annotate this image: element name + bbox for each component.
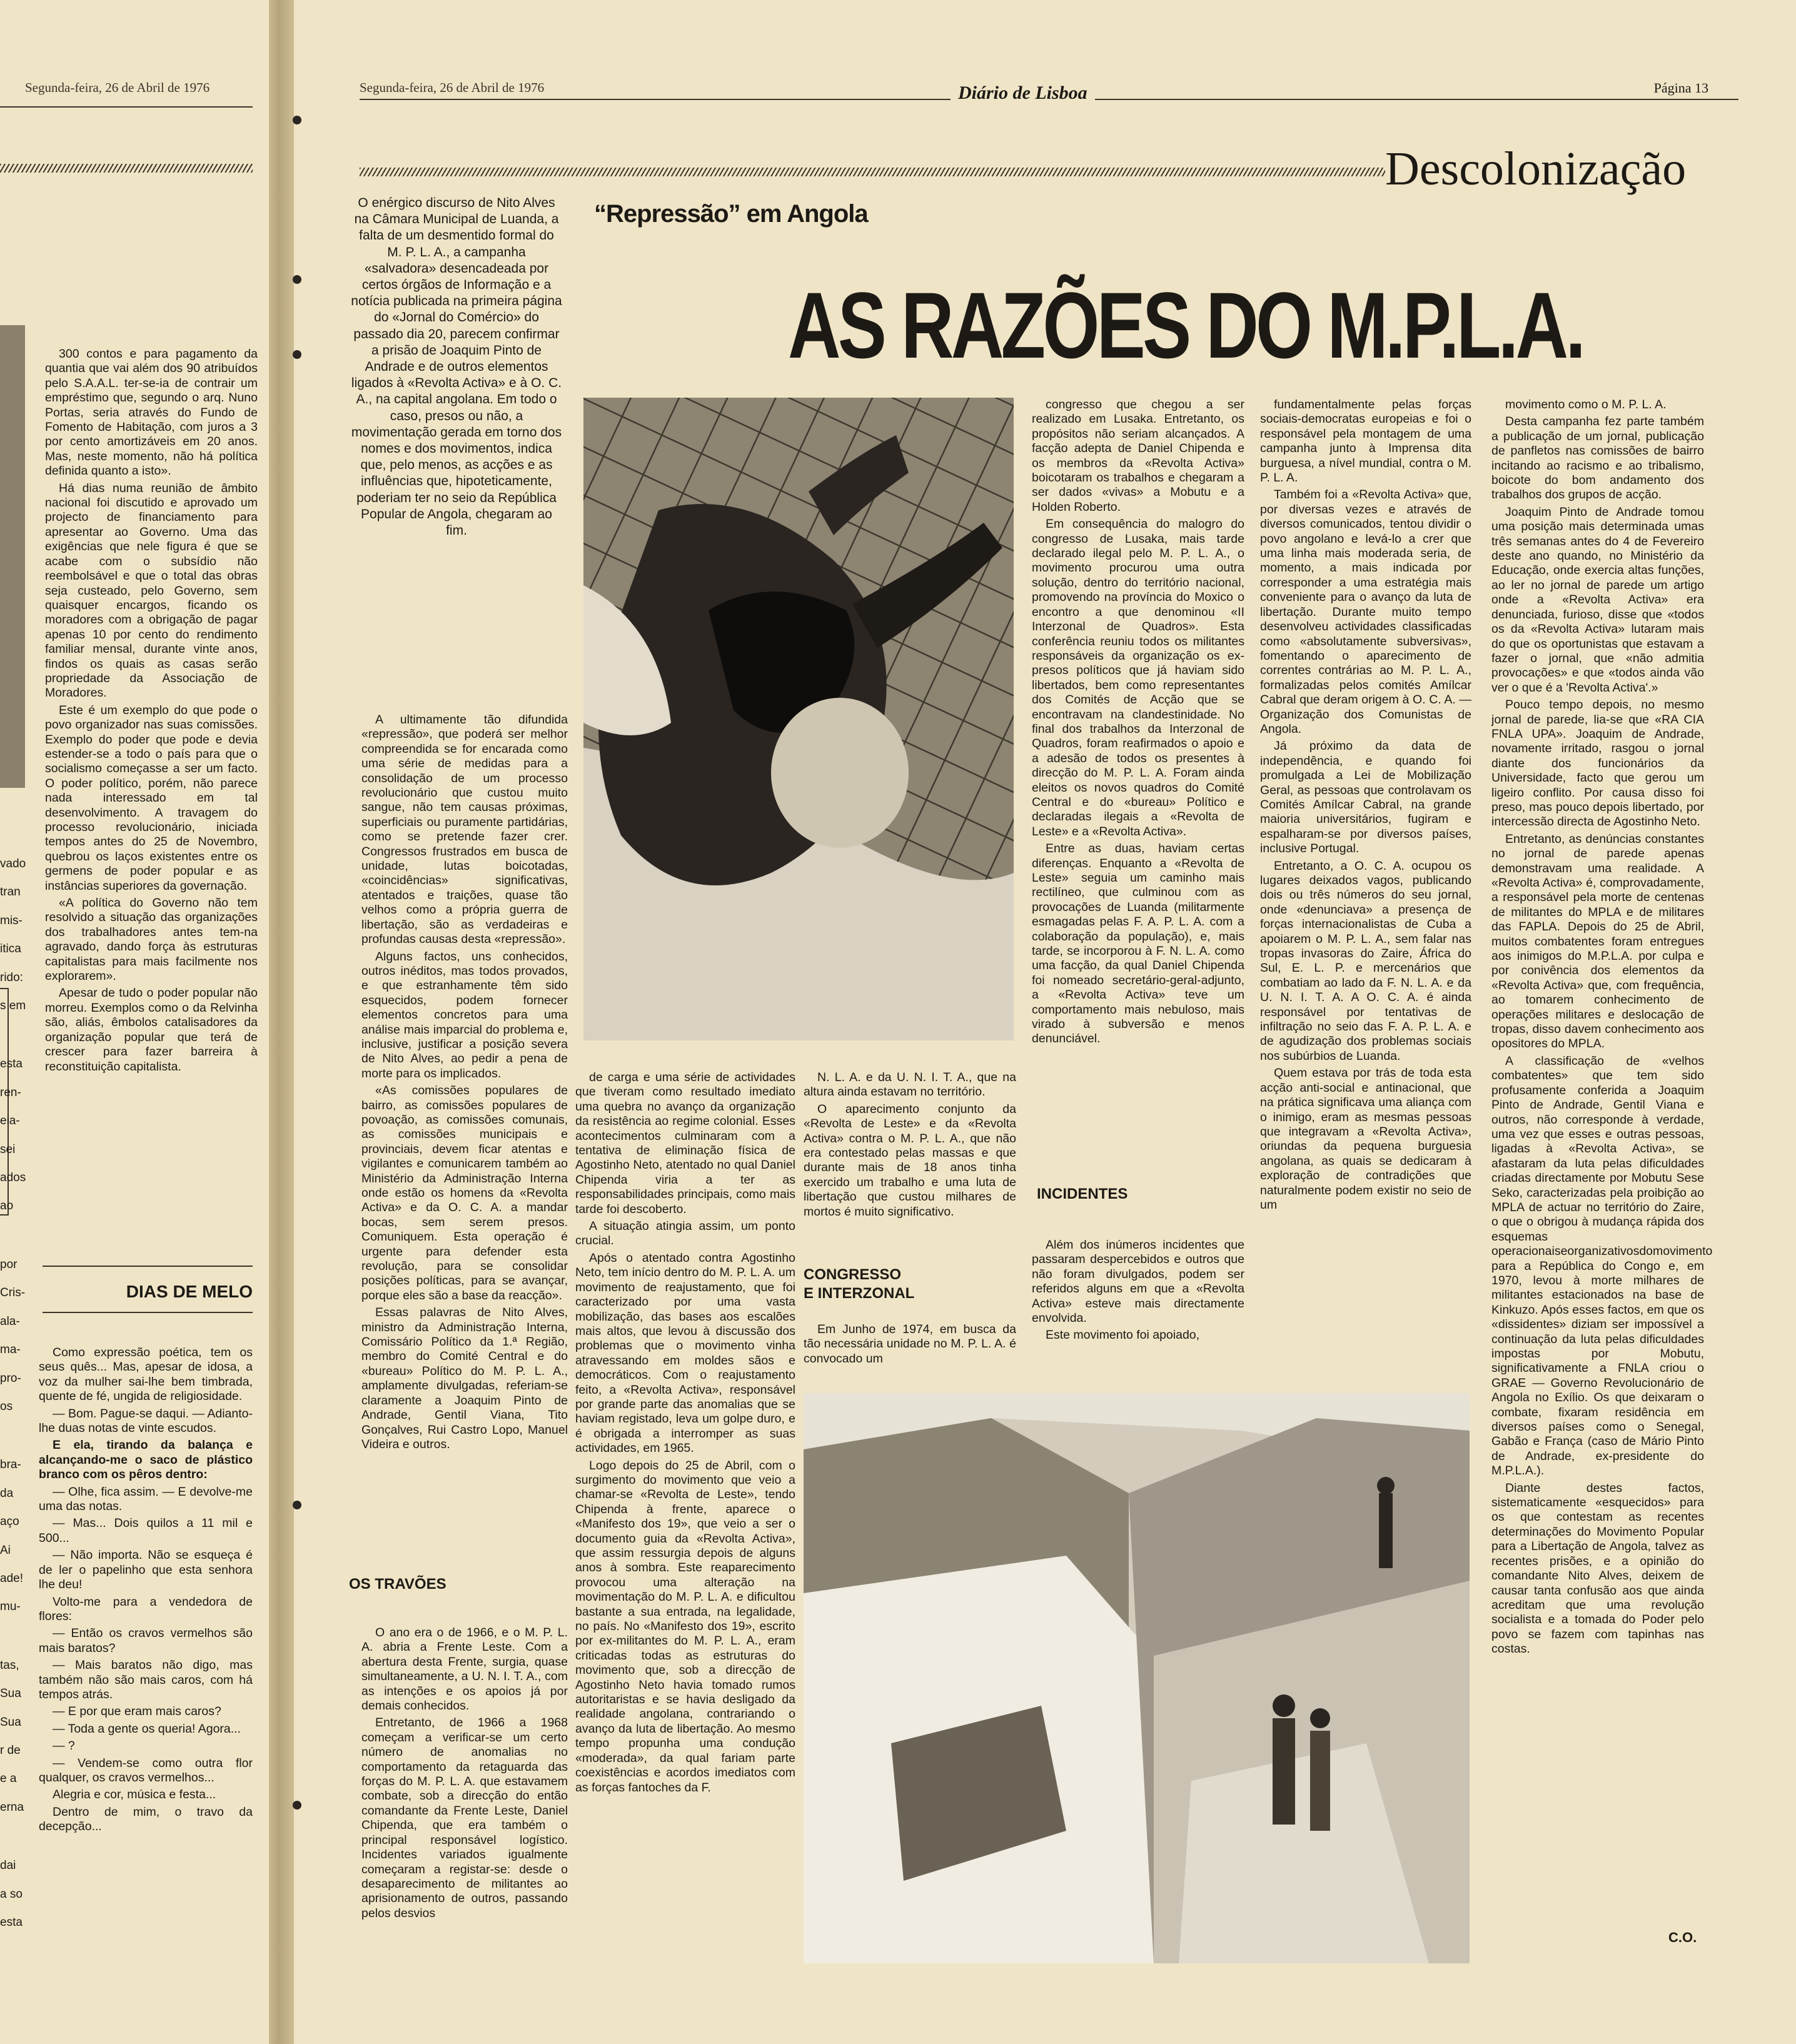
paragraph: Alguns factos, uns conhecidos, outros inéditos, mas todos provados, e que estranhamente têm sido esquecidos, podem fornecer elementos concretos para uma análise mais imparcial do problema e, inclusive, justificar a posição severa de Nito Alves, ao pedir a pena de morte para os implicados. (361, 949, 568, 1080)
subhead-congresso: CONGRESSO (804, 1266, 902, 1283)
headline: AS RAZÕES DO M.P.L.A. (788, 273, 1583, 378)
binding-ring-icon (293, 275, 301, 284)
edge-fragment: itica (0, 942, 21, 956)
edge-fragment: Ai (0, 1543, 11, 1557)
paragraph: — Bom. Pague-se daqui. — Adianto-lhe duas notas de vinte escudos. (39, 1406, 253, 1436)
article-column-3b (804, 1322, 1016, 1385)
paragraph: Já próximo da data de independência, e quando foi promulgada a Lei de Mobilização Geral, as pessoas que controlavam os Comités Amílcar Cabral, na grande maioria universitários, fugiram e espalharam-se por diversos países, inclusive Portugal. (1260, 739, 1471, 856)
paragraph: Dentro de mim, o travo da decepção... (39, 1805, 253, 1834)
subhead-os-travoes: OS TRAVÕES (349, 1576, 446, 1593)
edge-fragment: e a (0, 1772, 17, 1786)
paragraph: «As comissões populares de bairro, as comissões populares de povoação, as comissões comunais, as comissões municipais e provinciais, devem ficar atentas e vigilantes e comunicarem também ao Ministério da Administração Interna onde estão os homens da «Revolta Activa» e da O. C. A. a mandar bocas, sem serem presos. Comuniquem. Esta operação é urgente para defender esta revolução, para se consolidar posições políticas, para se avançar, porque eles são a base da reacção». (361, 1084, 568, 1302)
left-header-rule (0, 106, 253, 108)
paragraph: fundamentalmente pelas forças sociais-democratas europeias e foi o responsável pela montagem de uma campanha junto à Imprensa dita burguesa, a nível mundial, contra o M. P. L. A. (1260, 398, 1471, 485)
paragraph: «A política do Governo não tem resolvido a situação das organizações dos trabalhadores antes tem-na agravado, dando força às estruturas capitalistas para mais facilmente nos explorarem». (45, 896, 258, 984)
kicker: “Repressão” em Angola (594, 200, 868, 228)
edge-fragment: esta (0, 1057, 23, 1071)
paragraph: Desta campanha fez parte também a publicação de um jornal, publicação de panfletos nas comissões de bairro incitando ao racismo e ao tribalismo, boicote do bom andamento dos trabalhos dos grupos de acção. (1491, 415, 1704, 502)
paragraph: Diante destes factos, sistematicamente «esquecidos» para os que contestam as recentes determinações do Movimento Popular para a Libertação de Angola, talvez as recentes prisões, e a opinião do comandante Nito Alves, deixem de causar tanta confusão aos que ainda acreditam que uma revolução socialista e a tomada do Poder pelo povo se fazem com tapinhas nas costas. (1491, 1481, 1704, 1656)
paragraph: Também foi a «Revolta Activa» que, por diversas vezes e através de diversos comunicados, tentou dividir o povo angolano e levá-lo a crer que uma linha mais moderada seria, de momento, a mais indicada por corresponder a uma estratégia mais conveniente para o avanço da luta de libertação. Durante muito tempo desenvolveu actividades classificadas como «absolutamente subversivas», fomentando o aparecimento de correntes contrárias ao M. P. L. A., formalizadas pelos comités Amílcar Cabral que deram origem à O. C. A. — Organização dos Comunistas de Angola. (1260, 488, 1471, 736)
paragraph: E ela, tirando da balança e alcançando-me o saco de plástico branco com os pêros dentro: (39, 1438, 253, 1482)
paragraph: — ? (53, 1739, 75, 1753)
left-date-header: Segunda-feira, 26 de Abril de 1976 (25, 80, 210, 95)
paragraph: Quem estava por trás de toda esta acção anti-social e antinacional, que na prática significava uma aliança com o inimigo, eram as mesmas pessoas que integravam a «Revolta Activa», oriundas da pequena burguesia angolana, as quais se dedicaram à exploração de contradições que naturalmente podem existir no seio de um (1260, 1066, 1471, 1212)
paragraph: Há dias numa reunião de âmbito nacional foi discutido e aprovado um projecto de financiamento para apresentar ao Governo. Uma das exigências que nele figura é que se acabe com o subsídio não reembolsável e que o total das obras seja custeado, pelo Governo, sem quaisquer encargos, ficando os moradores com a obrigação de pagar apenas 10 por cento do rendimento familiar mensal, durante vinte anos, findos os quais as casas serão propriedade da Associação de Moradores. (45, 481, 258, 700)
paragraph: Pouco tempo depois, no mesmo jornal de parede, lia-se que «RA CIA FNLA UPA». Joaquim de Andrade, novamente irritado, rasgou o jornal diante dos funcionários da Universidade, facto que gerou um ligeiro conflito. Por causa disso foi preso, mas pouco depois libertado, por intercessão directa de Agostinho Neto. (1491, 698, 1704, 829)
edge-fragment: bra- (0, 1458, 21, 1472)
edge-fragment: mis- (0, 914, 23, 927)
edge-fragment: esta (0, 1916, 23, 1929)
binding-ring-icon (293, 1801, 301, 1810)
edge-fragment: r de (0, 1743, 21, 1757)
paragraph: movimento como o M. P. L. A. (1505, 398, 1667, 411)
edge-fragment: mu- (0, 1600, 21, 1614)
paragraph: — Mais baratos não digo, mas também não são mais caros, com há tempos atrás. (39, 1658, 253, 1701)
paragraph: 300 contos e para pagamento da quantia que vai além dos 90 atribuídos pelo S.A.A.L. ter-se-ia de contrair um empréstimo que, segundo o arq. Nuno Portas, seria através do Fundo de Fomento de Habitação, com juros a 3 por cento amortizáveis em 20 anos. Mas, neste momento, não há política definida quanto a isto». (45, 347, 258, 478)
edge-fragment: ren- (0, 1085, 21, 1099)
article-column-3a (804, 1070, 1016, 1258)
photo-street (804, 1393, 1470, 1963)
paragraph: — Toda a gente os queria! Agora... (53, 1721, 241, 1736)
lead-paragraph (350, 195, 563, 695)
paragraph: Além dos inúmeros incidentes que passaram despercebidos e outros que não foram divulgados, podem ser referidos alguns em que a «Revolta Activa» esteve mais directamente envolvida. (1032, 1238, 1244, 1326)
article-column-4b (1032, 1238, 1244, 1379)
photo-victim-image (583, 398, 1014, 1040)
paragraph: Entretanto, de 1966 a 1968 começam a verificar-se um certo número de anomalias no comportamento da retaguarda das forças do M. P. L. A. que estavamem combate, sob a direcção do então comandante da Frente Leste, Daniel Chipenda, que era também o principal responsável logístico. Incidentes variados igualmente começaram a registar-se: desde o desaparecimento de militantes ao aprisionamento de outros, passando pelos desvios (361, 1716, 568, 1920)
edge-fragment: ma- (0, 1343, 21, 1357)
paragraph: O enérgico discurso de Nito Alves na Câmara Municipal de Luanda, a falta de um desmentido formal do M. P. L. A., a campanha «salvadora» desencadeada por certos órgãos de Informação e a notícia publicada na primeira página do «Jornal do Comércio» do passado dia 20, parecem confirmar a prisão de Joaquim Pinto de Andrade e de outros elementos ligados à «Revolta Activa» e à O. C. A., na capital angolana. Em todo o caso, presos ou não, a movimentação gerada em torno dos nomes e dos movimentos, indica que, pelo menos, as acções e as influências que, hipoteticamente, poderiam ter no seio da República Popular de Angola, chegaram ao fim. (351, 196, 562, 538)
paragraph: Em consequência do malogro do congresso de Lusaka, mais tarde declarado ilegal pelo M. P. L. A., o movimento procurou uma outra solução, dentro do território nacional, promovendo na província do Moxico o encontro a que denominou «II Interzonal de Quadros». Esta conferência reuniu todos os militantes responsáveis da organização os ex-presos políticos que já haviam sido libertados, bem como representantes dos Comités de Acção que se encontravam na clandestinidade. No final dos trabalhos da Interzonal de Quadros, foram reafirmados o apoio e a adesão de todos os presentes à direcção do M. P. L. A. Foram ainda eleitos os novos quadros do Comité Central e do «bureau» Político e declaradas ilegais a «Revolta de Leste» e a «Revolta Activa». (1032, 517, 1244, 838)
edge-fragment: ados (0, 1171, 26, 1185)
dias-top-rule (43, 1266, 253, 1267)
edge-fragment: dai (0, 1859, 16, 1873)
paragraph: Alegria e cor, música e festa... (53, 1788, 216, 1802)
signature: C.O. (1668, 1930, 1697, 1945)
section-title: Descolonização (1385, 143, 1687, 195)
photo-victim (583, 398, 1014, 1040)
edge-fragment: por (0, 1257, 18, 1271)
paragraph: Entre as duas, haviam certas diferenças. Enquanto a «Revolta de Leste» seguia um caminho mais rectilíneo, que culminou com as provocações de Luanda (militarmente esmagadas pelas F. A. P. L. A. com a colaboração da população), e, mais tarde, se incorporou à F. N. L. A. como uma facção, da qual Daniel Chipenda foi nomeado secretário-geral-adjunto, a «Revolta Activa» teve um comportamento mais nebuloso, mais virado à subversão e menos denunciável. (1032, 842, 1244, 1046)
edge-fragment: tran (0, 885, 21, 899)
paragraph: Este movimento foi apoiado, (1046, 1328, 1200, 1342)
paragraph: Entretanto, as denúncias constantes no jornal de parede apenas demonstravam uma realidade. A «Revolta Activa» é, comprovadamente, a responsável pela morte de centenas de militantes do MPLA e de militares das FAPLA. Depois do 25 de Abril, muitos combatentes foram entregues aos inimigos do M.P.L.A. por culpa e por conivência dos elementos da «Revolta Activa» que, com frequência, ao tomarem conhecimento de operações militares e deslocação de tropas, disso davem conhecimento aos opositores do MPLA. (1491, 832, 1704, 1051)
paragraph: — Olhe, fica assim. — E devolve-me uma das notas. (39, 1484, 253, 1514)
article-column-2 (575, 1070, 795, 1971)
dias-de-melo-title: DIAS DE MELO (126, 1282, 253, 1301)
paragraph: congresso que chegou a ser realizado em Lusaka. Entretanto, os propósitos não seriam alcançados. A facção adepta de Daniel Chipenda e os membros da «Revolta Activa» boicotaram os trabalhos e chegaram a ser dados «vivas» a Mobutu e a Holden Roberto. (1032, 398, 1244, 514)
paragraph: Joaquim Pinto de Andrade tomou uma posição mais determinada umas três semanas antes do 4 de Fevereiro deste ano quando, no Ministério da Educação, onde exercia altas funções, ao ler no jornal de parede um artigo onde a «Revolta Activa» era denunciada, furioso, disse que «todos os da «Revolta Activa» lutaram mais do que os oportunistas que estavam a fazer o jornal, que «não admitia provocações» e que «todos ainda vão ver o que é a 'Revolta Activa'.» (1491, 505, 1704, 695)
paragraph: Após o atentado contra Agostinho Neto, tem início dentro do M. P. L. A. um movimento de reajustamento, que foi caracterizado por uma vasta mobilização, das bases aos escalões mais altos, que levou à discussão dos problemas que o movimento vinha atravessando em moldes sãos e democráticos. Com o reajustamento feito, a «Revolta Activa», responsável por grande parte das anomalias que se haviam registado, leva um golpe duro, e é obrigada a interromper as suas actividades, em 1965. (575, 1251, 795, 1456)
paragraph: Este é um exemplo do que pode o povo organizador nas suas comissões. Exemplo do poder que pode e devia estender-se a todo o país para que o socialismo começasse a ser um facto. O poder político, porém, não parece nada interessado em tal desenvolvimento. A travagem do processo revolucionário, iniciada tempos antes do 25 de Novembro, quebrou os laços existentes entre os germens de poder popular e as instâncias superiores da governação. (45, 703, 258, 893)
paragraph: N. L. A. e da U. N. I. T. A., que na altura ainda estavam no território. (804, 1070, 1016, 1099)
article-column-6 (1491, 398, 1713, 1936)
edge-fragment: Sua (0, 1687, 21, 1701)
edge-fragment: tas, (0, 1658, 19, 1672)
paragraph: de carga e uma série de actividades que tiveram como resultado imediato uma quebra no avanço da organização da resistência ao regime colonial. Esses acontecimentos culminaram com a tentativa de eliminação física de Agostinho Neto, atentado no qual Daniel Chipenda viria a ter as responsabilidades principais, como mais tarde foi descoberto. (575, 1070, 795, 1216)
left-hatch-rule (0, 164, 253, 173)
paragraph: Essas palavras de Nito Alves, ministro da Administração Interna, Comissário Político da 1.ª Região, membro do Comité Central e do «bureau» Político do M. P. L. A., amplamente divulgadas, referiam-se claramente a Joaquim Pinto de Andrade, Gentil Viana, Tito Gonçalves, Rui Castro Lopo, Manuel Videira e outros. (361, 1306, 568, 1451)
paragraph: O ano era o de 1966, e o M. P. L. A. abria a Frente Leste. Com a abertura desta Frente, surgia, quase simultaneamente, a U. N. I. T. A., com as intenções e os apoios já por demais conhecidos. (361, 1626, 568, 1713)
page-number: Página 13 (1647, 80, 1708, 96)
paragraph: Entretanto, a O. C. A. ocupou os lugares deixados vagos, publicando dois ou três números do seu jornal, onde «denunciava» a presença de forças internacionalistas de Cuba a apoiarem o M. P. L. A., sem falar nas tropas invasoras do Zaire, África do Sul, E. L. P. e mercenários que combatiam ao lado da F. N. L. A. e da U. N. I. T. A. A O. C. A. é ainda responsável por tentativas de infiltração no seio das F. A. P. L. A. e de agudização dos problemas sociais nos subúrbios de Luanda. (1260, 858, 1471, 1063)
paragraph: — Então os cravos vermelhos são mais baratos? (39, 1626, 253, 1655)
edge-fragment: os (0, 1399, 13, 1413)
article-column-5 (1260, 398, 1471, 1382)
paragraph: Volto-me para a vendedora de flores: (39, 1594, 253, 1623)
paragraph: O aparecimento conjunto da «Revolta de Leste» e da «Revolta Activa» contra o M. P. L. A., que não era contestado pelas massas e que durante mais de 18 anos tinha exercido um trabalho e uma luta de libertação que custou milhares de mortos é muito significativo. (804, 1102, 1016, 1219)
edge-fragment: Cris- (0, 1286, 26, 1300)
binding-ring-icon (293, 350, 301, 359)
paragraph: A classificação de «velhos combatentes» que tem sido profusamente conferida a Joaquim Pinto de Andrade, Gentil Viana e outros, não corresponde à verdade, uma vez que esses e outras pessoas, ligadas à «Revolta Activa», se afastaram da luta pelas dificuldades criadas directamente por Mobutu Sese Seko, caracterizadas pela proibição ao MPLA de actuar no território do Zaire, o que o obrigou à mudança rápida dos esquemas operacionaiseorganizativosdomovimento para a República do Congo e, em 1970, levou à morte milhares de militantes estacionados na base de Kinkuzo. Após esses factos, em que os «dissidentes» diziam ser impossível a continuação da luta pelas dificuldades impostas por Mobutu, significativamente a FNLA criou o GRAE — Governo Revolucionário de Angola no Exílio. Os que deixaram o combate, fixaram residência em diversos países como o Senegal, Gabão e França (caso de Mário Pinto de Andrade, ex-presidente do M.P.L.A.). (1491, 1054, 1713, 1478)
edge-fragment: rido: (0, 970, 23, 984)
paragraph: Apesar de tudo o poder popular não morreu. Exemplos como o da Relvinha são, aliás, êmbolos catalisadores da organização popular que terá de crescer para fazer barreira à reconstituição capitalista. (45, 986, 258, 1074)
edge-fragment: ade! (0, 1571, 23, 1585)
binding-ring-icon (293, 1501, 301, 1509)
paragraph: — E por que eram mais caros? (53, 1704, 221, 1719)
article-column-1b (361, 1626, 568, 1976)
photo-street-image (804, 1393, 1470, 1963)
edge-fragment: vado (0, 857, 26, 870)
paragraph: — Vendem-se como outra flor qualquer, os cravos vermelhos... (39, 1756, 253, 1785)
edge-fragment: da (0, 1486, 14, 1500)
edge-fragment: a so (0, 1887, 23, 1901)
edge-fragment: ala- (0, 1314, 20, 1328)
right-date-header: Segunda-feira, 26 de Abril de 1976 (360, 80, 545, 95)
edge-fragment: pro- (0, 1371, 21, 1385)
edge-fragment: Sua (0, 1715, 21, 1729)
left-article-column (45, 347, 258, 1216)
edge-fragment: s em (0, 999, 26, 1013)
section-hatch-rule (360, 168, 1385, 176)
paragraph: Como expressão poética, tem os seus quês... Mas, apesar de idosa, a voz da mulher sai-lhe bem timbrada, quente de fé, ungida de religiosidade. (39, 1346, 253, 1404)
dias-bottom-rule (43, 1312, 253, 1313)
binding-ring-icon (293, 116, 301, 124)
subhead-interzonal: E INTERZONAL (804, 1285, 915, 1302)
dias-de-melo-column (39, 1346, 253, 1996)
edge-fragment: sei (0, 1142, 16, 1156)
left-edge-fragments (0, 857, 26, 1929)
paragraph: — Não importa. Não se esqueça é de ler o papelinho que esta senhora lhe deu! (39, 1548, 253, 1592)
masthead: Diário de Lisboa (951, 83, 1095, 104)
subhead-incidentes: INCIDENTES (1037, 1186, 1128, 1202)
left-photo-fragment (0, 325, 25, 788)
edge-fragment: ao (0, 1199, 14, 1213)
article-column-4 (1032, 398, 1244, 1173)
paragraph: Em Junho de 1974, em busca da tão necessária unidade no M. P. L. A. é convocado um (804, 1322, 1016, 1366)
binding-gutter (269, 0, 294, 2044)
edge-fragment: eia- (0, 1114, 20, 1128)
paragraph: Logo depois do 25 de Abril, com o surgimento do movimento que veio a chamar-se «Revolta de Leste», tendo Chipenda à frente, aparece o «Manifesto dos 19», que veio a ser o documento guia da «Revolta Activa», que assim ressurgia depois de alguns anos à sombra. Este reaparecimento provocou uma alteração na movimentação do M. P. L. A. e dificultou bastante a sua entrada, na legalidade, no país. No «Manifesto dos 19», escrito por ex-militantes do M. P. L. A., eram criticadas todas as estruturas do movimento que, sob a direcção de Agostinho Neto havia tomado rumos autoritaristas e se havia desligado da realidade angolana, contrariando o avanço da luta de libertação. Ao mesmo tempo propunha uma condução «moderada», da qual fariam parte coexistências e acordos imediatos com as forças fantoches da F. (575, 1458, 795, 1795)
edge-fragment: aço (0, 1515, 19, 1529)
edge-fragment: erna (0, 1800, 24, 1814)
article-column-1 (361, 713, 568, 1576)
paragraph: A situação atingia assim, um ponto crucial. (575, 1219, 795, 1248)
paragraph: A ultimamente tão difundida «repressão», que poderá ser melhor compreendida se for encarada como uma série de medidas para a consolidação de um processo revolucionário que custou muito sangue, não tem causas próximas, superficiais ou puramente partidárias, como se pretende fazer crer. Congressos frustrados em busca de unidade, lutas boicotadas, «coincidências» significativas, atentados e traições, quase tão velhos como a própria guerra de libertação, são as verdadeiras e profundas causas desta «repressão». (361, 713, 568, 947)
paragraph: — Mas... Dois quilos a 11 mil e 500... (39, 1516, 253, 1545)
